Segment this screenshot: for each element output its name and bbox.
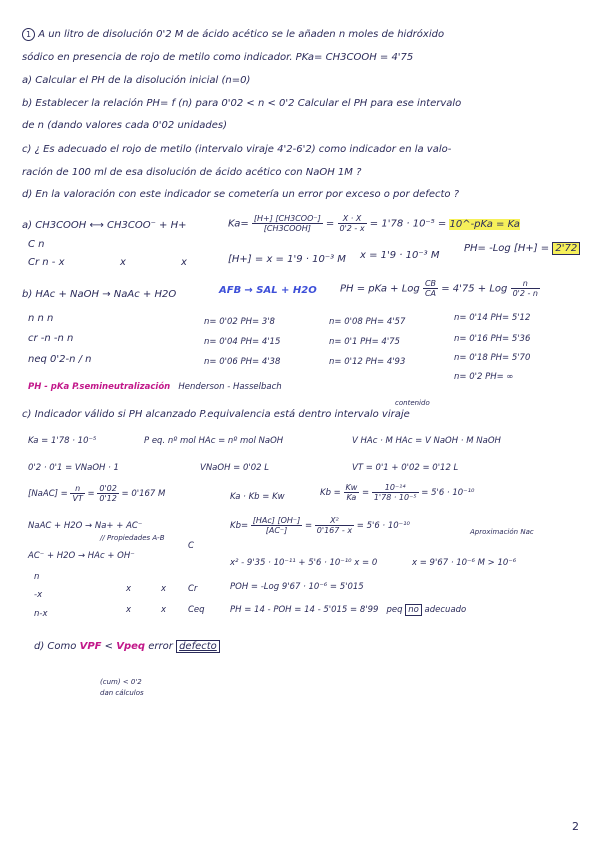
partc-vhac: V HAc · M HAc = V NaOH · M NaOH — [352, 436, 501, 446]
nac-val: = 0'167 M — [121, 489, 166, 499]
partb-val-3: n= 0'14 PH= 5'12 — [454, 313, 531, 323]
partb-row3: neq 0'2-n / n — [28, 354, 92, 365]
partc-ka: Ka = 1'78 · 10⁻⁵ — [28, 436, 97, 446]
partb-val-10: n= 0'2 PH= ∞ — [454, 372, 514, 382]
partb-afb: AFB — [219, 285, 242, 296]
kb2-frac2 — [315, 516, 354, 535]
kb2-label: Kb= — [230, 521, 249, 531]
nac-v: VT — [72, 494, 83, 503]
partd-pre: d) Como — [34, 641, 77, 652]
partc-cr: Cr — [188, 584, 198, 594]
partc-ceq: Ceq — [188, 605, 205, 615]
kb2-frac1 — [251, 516, 302, 535]
partd-vpf: VPF — [79, 641, 102, 652]
partc-mx-row: -x — [34, 590, 43, 600]
partc-n-row: n — [34, 572, 40, 582]
problem-statement-line1 — [22, 28, 444, 41]
question-b-cont: de n (dando valores cada 0'02 unidades) — [22, 120, 227, 131]
kb2-eq: = — [304, 521, 313, 531]
kb-den2: 1'78 · 10⁻⁵ — [373, 493, 417, 502]
partc-nx-row: n-x — [34, 609, 48, 619]
nac-n: n — [70, 484, 84, 494]
partb-hl — [219, 285, 317, 297]
parta-reaction: a) CH3COOH ⟷ CH3COO⁻ + H+ — [22, 220, 187, 231]
partd-error: error — [148, 641, 173, 652]
parta-c-row: C n — [28, 239, 45, 250]
partd-note1: (cum) < 0'2 — [100, 678, 142, 686]
partc-adecuado: adecuado — [424, 605, 467, 615]
hh-eq: = 4'75 + Log — [441, 283, 508, 295]
partc-vt: VT = 0'1 + 0'02 = 0'12 L — [352, 463, 459, 473]
ka-den: [CH3COOH] — [263, 224, 311, 233]
xx-den: 0'2 - x — [339, 224, 365, 233]
ka-num: [H+] [CH3COO⁻] — [253, 214, 321, 223]
nac-frac2 — [97, 484, 118, 503]
partc-above: contenido — [395, 399, 430, 407]
page-number: 2 — [572, 820, 579, 833]
partb-sal: → SAL + H2O — [244, 285, 317, 296]
partd-defecto: defecto — [176, 640, 220, 653]
partc-x4: x — [161, 605, 167, 615]
kb-val: = 5'6 · 10⁻¹⁰ — [421, 488, 475, 498]
partb-row2: cr -n -n n — [28, 333, 74, 344]
partb-note-text: Henderson - Hasselbach — [178, 382, 282, 392]
partd-note2: dan cálculos — [100, 689, 144, 697]
nac-frac1 — [70, 484, 84, 503]
nac-num: 0'02 — [99, 484, 117, 493]
kb-frac2 — [372, 483, 419, 502]
parta-ka-expression — [228, 214, 520, 233]
partc-poh: POH = -Log 9'67 · 10⁻⁶ = 5'015 — [230, 582, 364, 592]
partb-val-8: n= 0'12 PH= 4'93 — [329, 357, 406, 367]
partc-line: c) Indicador válido si PH alcanzado P.equivalencia está dentro intervalo viraje — [22, 409, 410, 420]
partc-no-box: no — [405, 604, 422, 616]
hh-den2: 0'2 - n — [512, 289, 538, 298]
ka-exp-highlight: 10^-pKa = Ka — [449, 218, 520, 230]
hh-den1: CA — [424, 289, 436, 298]
nac-label: [NaAC] = — [28, 489, 68, 499]
statement-line2: sódico en presencia de rojo de metilo como indicador. PKa= CH3COOH = 4'75 — [22, 52, 414, 63]
partd-vpeq: Vpeq — [116, 641, 146, 652]
question-d: d) En la valoración con este indicador se cometería un error por exceso o por defecto ? — [22, 189, 460, 200]
hh-frac1 — [423, 279, 438, 298]
partb-hh — [340, 279, 540, 298]
partc-kb2 — [230, 516, 410, 535]
partc-quad: x² - 9'35 · 10⁻¹¹ + 5'6 · 10⁻¹⁰ x = 0 — [230, 558, 378, 568]
kb2-val: = 5'6 · 10⁻¹⁰ — [356, 521, 410, 531]
partc-l1: 0'2 · 0'1 = VNaOH · 1 — [28, 463, 119, 473]
partb-val-9: n= 0'18 PH= 5'70 — [454, 353, 531, 363]
xx-num: X · X — [338, 214, 367, 224]
partc-x1: x — [126, 584, 132, 594]
kb-num: Kw — [345, 483, 358, 492]
kb-den: Ka — [346, 493, 357, 502]
partc-kb: Kb = $\frac{Kw}{Ka}$ = $\frac{\text{10⁻¹⁴}}{\text{1'78 · 10⁻⁵}}$ = 5'6 · 10⁻¹⁰ — [320, 483, 475, 502]
question-c-cont: ración de 100 ml de esa disolución de ácido acético con NaOH 1M ? — [22, 167, 362, 178]
ka-prefix: Ka= — [228, 218, 252, 230]
partb-note-highlight: PH - pKa P.semineutralización — [28, 382, 171, 392]
partc-hyd-note: // Propiedades A-B — [100, 534, 165, 542]
kb2-den: [AC⁻] — [265, 526, 288, 535]
partc-nac: [NaAC] = $\frac{n}{VT}$ = $\frac{0'02}{0'12}$ = 0'167 M — [28, 484, 166, 503]
partc-hyd1: NaAC + H2O → Na+ + AC⁻ — [28, 521, 143, 531]
problem-number: 1 — [22, 28, 35, 41]
partc-x2: x — [161, 584, 167, 594]
partc-xval: x = 9'67 · 10⁻⁶ M > 10⁻⁶ — [412, 558, 517, 568]
question-c: c) ¿ Es adecuado el rojo de metilo (intervalo viraje 4'2-6'2) como indicador en la valo- — [22, 144, 452, 155]
partc-hyd2: AC⁻ + H2O → HAc + OH⁻ — [28, 551, 135, 561]
parta-ph-result: 2'72 — [552, 242, 580, 255]
ka-fraction — [252, 214, 323, 233]
partb-note — [28, 381, 282, 393]
parta-cr-row: Cr n - x — [28, 257, 65, 268]
partc-peq: P eq. nº mol HAc = nº mol NaOH — [144, 436, 284, 446]
parta-x-eq: x = 1'9 · 10⁻³ M — [360, 250, 440, 261]
partc-x3: x — [126, 605, 132, 615]
partd-lt: < — [104, 641, 114, 652]
partb-val-6: n= 0'16 PH= 5'36 — [454, 334, 531, 344]
ka-equals: = — [325, 218, 335, 230]
partc-ph — [230, 604, 466, 616]
kb2-num: [HAc] [OH⁻] — [252, 516, 301, 525]
partd-line — [34, 641, 220, 653]
kb2-den2: 0'167 - x — [316, 526, 353, 535]
partc-aprox: Aproximación Nac — [470, 528, 534, 536]
parta-ph — [464, 243, 580, 255]
partc-vnaoh: VNaOH = 0'02 L — [200, 463, 269, 473]
parta-cr-x2: x — [181, 257, 187, 268]
partb-val-2: n= 0'08 PH= 4'57 — [329, 317, 406, 327]
ka-value: = 1'78 · 10⁻⁵ = — [369, 218, 447, 230]
partb-val-1: n= 0'02 PH= 3'8 — [204, 317, 275, 327]
kb-label: Kb = — [320, 488, 341, 498]
partc-peq2: peq — [386, 605, 403, 615]
partb-val-5: n= 0'1 PH= 4'75 — [329, 337, 400, 347]
partb-reaction: b) HAc + NaOH → NaAc + H2O — [22, 289, 177, 300]
hh-frac2 — [511, 279, 540, 298]
partb-val-7: n= 0'06 PH= 4'38 — [204, 357, 281, 367]
hh-num2: n — [511, 279, 540, 289]
xx-fraction — [338, 214, 367, 233]
nac-den: 0'12 — [99, 494, 117, 503]
partc-c-col: C — [188, 541, 194, 551]
partb-val-4: n= 0'04 PH= 4'15 — [204, 337, 281, 347]
parta-ph-label: PH= -Log [H+] = — [464, 243, 550, 254]
partc-kakb: Ka · Kb = Kw — [230, 492, 285, 502]
hh-num1: CB — [424, 279, 437, 288]
parta-cr-x1: x — [120, 257, 126, 268]
partc-ph-text: PH = 14 - POH = 14 - 5'015 = 8'99 — [230, 605, 379, 615]
parta-h-eq: [H+] = x = 1'9 · 10⁻³ M — [228, 254, 346, 265]
statement-text-1: A un litro de disolución 0'2 M de ácido acético se le añaden n moles de hidróxido — [38, 29, 445, 40]
kb-frac1 — [344, 483, 360, 502]
hh-label: PH = pKa + Log — [340, 283, 420, 295]
kb-num2: 10⁻¹⁴ — [372, 483, 419, 493]
question-b: b) Establecer la relación PH= f (n) para 0'02 < n < 0'2 Calcular el PH para ese intervalo — [22, 98, 462, 109]
partb-row1: n n n — [28, 313, 54, 324]
kb2-num2: X² — [315, 516, 354, 526]
question-a: a) Calcular el PH de la disolución inicial (n=0) — [22, 75, 251, 86]
